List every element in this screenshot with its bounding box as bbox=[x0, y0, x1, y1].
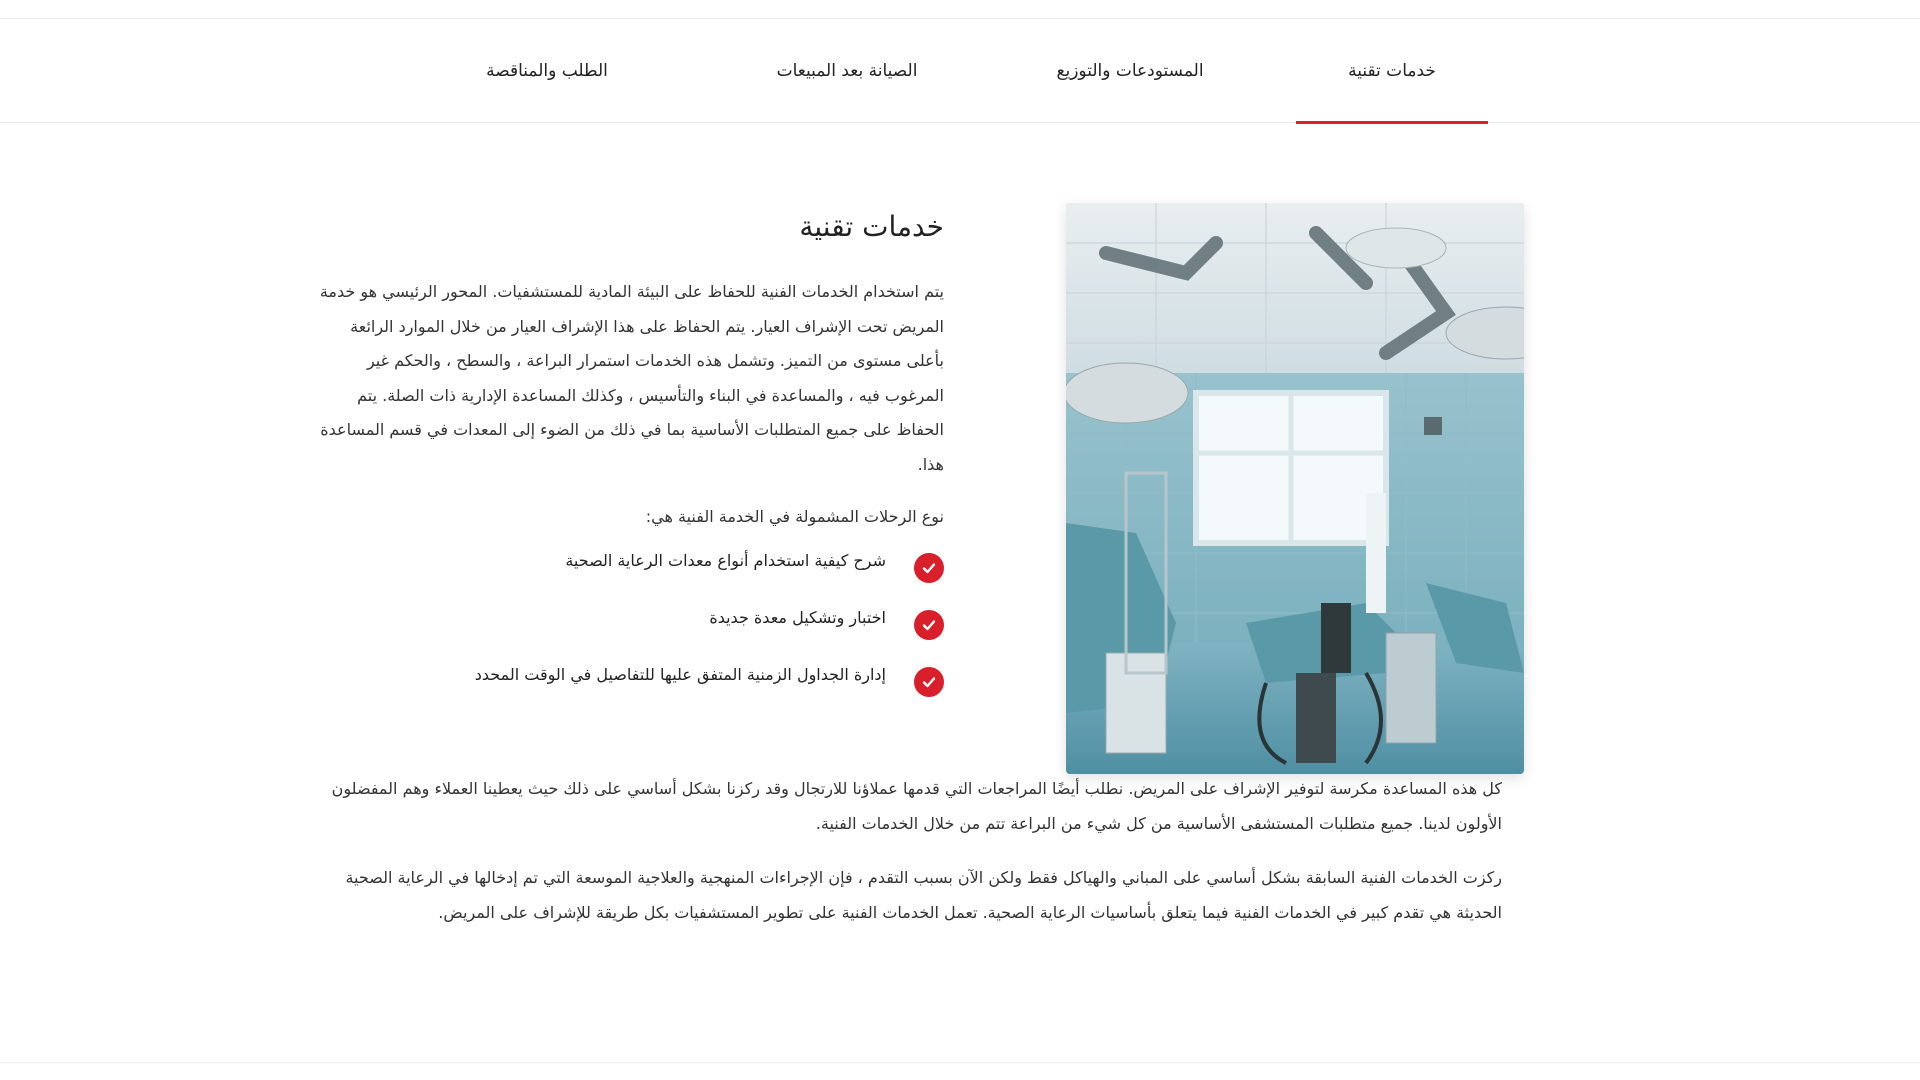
check-icon bbox=[914, 667, 944, 697]
section-title: خدمات تقنية bbox=[799, 210, 944, 243]
list-item-text: إدارة الجداول الزمنية المتفق عليها للتفاصيل في الوقت المحدد bbox=[474, 665, 886, 684]
list-item-text: اختبار وتشكيل معدة جديدة bbox=[709, 608, 886, 627]
tab-label: الصيانة بعد المبيعات bbox=[776, 61, 918, 81]
list-item bbox=[310, 548, 944, 605]
tab-technical-services[interactable] bbox=[1296, 19, 1488, 123]
list-item bbox=[310, 662, 944, 719]
check-icon bbox=[914, 610, 944, 640]
paragraph-modern-healthcare: ركزت الخدمات الفنية السابقة بشكل أساسي على المباني والهياكل فقط ولكن الآن بسبب التقدم ، فإن الإجراءات المنهجية والعلاجية الموسعة التي تم إدخالها في الرعاية الصحية الحديثة هي تقدم كبير في الخدمات الفنية فيما يتعلق بأساسيات الرعاية الصحية. تعمل الخدمات الفنية على تطوير المستشفيات بكل طريقة للإشراف على المريض. bbox=[345, 868, 1502, 922]
technical-services-section bbox=[310, 205, 944, 719]
tab-warehousing-distribution[interactable] bbox=[1010, 19, 1250, 123]
check-icon bbox=[914, 553, 944, 583]
operating-room-illustration bbox=[1066, 203, 1524, 774]
bottom-divider bbox=[0, 1062, 1920, 1063]
list-item bbox=[310, 605, 944, 662]
intro-paragraph: يتم استخدام الخدمات الفنية للحفاظ على البيئة المادية للمستشفيات. المحور الرئيسي هو خدمة المريض تحت الإشراف العيار. يتم الحفاظ على هذا الإشراف العيار من خلال الموارد الرائعة بأعلى مستوى من التميز. وتشمل هذه الخدمات استمرار البراعة ، والسطح ، والحكم غير المرغوب فيه ، والمساعدة في البناء والتأسيس ، وكذلك المساعدة الإدارية ذات الصلة. يتم الحفاظ على جميع المتطلبات الأساسية بما في ذلك من الضوء إلى المعدات في قسم المساعدة هذا. bbox=[319, 282, 944, 474]
tab-label: الطلب والمناقصة bbox=[486, 61, 608, 81]
service-tabs bbox=[0, 19, 1920, 123]
tab-after-sales-maintenance[interactable] bbox=[727, 19, 967, 123]
tab-label: المستودعات والتوزيع bbox=[1056, 61, 1204, 81]
operating-room-photo bbox=[1066, 203, 1524, 774]
types-label: نوع الرحلات المشمولة في الخدمة الفنية هي: bbox=[645, 507, 944, 526]
services-checklist bbox=[310, 548, 944, 719]
tab-order-tender[interactable] bbox=[447, 19, 647, 123]
list-item-text: شرح كيفية استخدام أنواع معدات الرعاية الصحية bbox=[565, 551, 886, 570]
tab-label: خدمات تقنية bbox=[1348, 61, 1436, 81]
paragraph-patient-supervision: كل هذه المساعدة مكرسة لتوفير الإشراف على المريض. نطلب أيضًا المراجعات التي قدمها عملاؤنا للارتجال وقد ركزنا بشكل أساسي على ذلك حيث يعطينا العملاء وهم المفضلون الأولون لدينا. جميع متطلبات المستشفى الأساسية من كل شيء من البراعة تتم من خلال الخدمات الفنية. bbox=[331, 779, 1502, 833]
additional-details bbox=[318, 772, 1502, 950]
